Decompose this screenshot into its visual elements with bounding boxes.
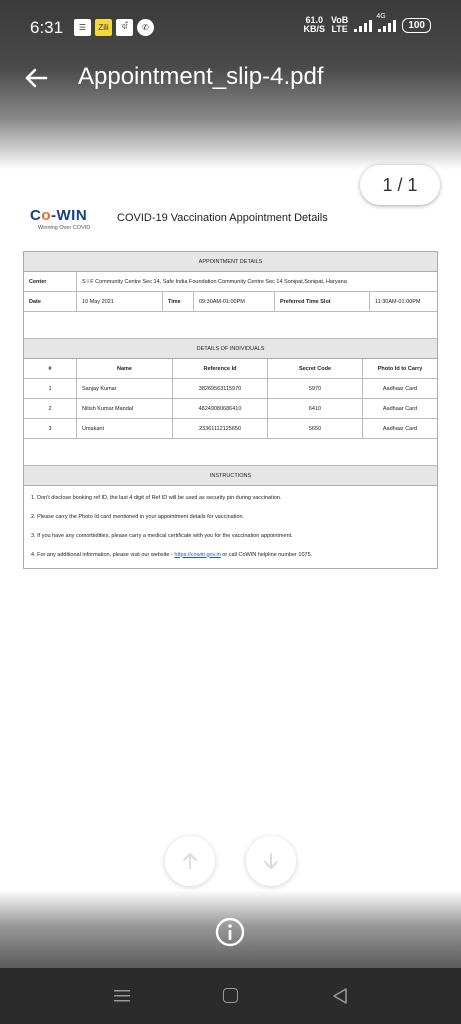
appointment-slip [23,251,438,569]
battery-icon: 100 [402,18,431,33]
row-secret-code: 5650 [268,419,363,438]
row-number: 1 [24,379,77,398]
status-time: 6:31 [30,18,64,37]
individuals-header-row [24,359,437,379]
next-page-button[interactable] [246,836,296,886]
center-label: Center [24,272,77,291]
cowin-logo-word: Co-WIN [30,207,88,224]
status-right [303,12,431,34]
row-photo-id: Aadhaar Card [382,405,418,412]
system-navigation-bar [0,968,461,1024]
cowin-logo [30,207,90,231]
instructions-list [24,486,437,568]
col-photo-id: Photo Id to Carry [377,365,423,372]
cowin-website-link[interactable]: https://cowin.gov.in [174,551,221,558]
back-arrow-icon[interactable] [22,64,50,92]
appointment-section-header: APPOINTMENT DETAILS [24,252,437,272]
table-row [24,379,437,399]
center-row [24,272,437,292]
slot-value: 11:30AM-01:00PM [375,298,421,305]
col-name: Name [77,359,173,378]
system-back-icon[interactable] [331,987,349,1005]
cowin-tagline: Winning Over COVID [38,225,91,231]
phone-call-icon: ✆ [137,19,154,36]
spacer-row [24,439,437,466]
date-value: 10 May 2021 [77,292,163,311]
app-notification-icon: Zili [95,19,112,36]
row-photo-id: Aadhaar Card [382,425,418,432]
col-number: # [24,359,77,378]
status-icons-left [74,19,154,36]
date-row [24,292,437,312]
signal-4g-icon [376,12,396,32]
network-speed [303,16,325,34]
network-speed-unit: KB/S [303,24,325,34]
time-label: Time [163,292,194,311]
title-bar [0,56,461,100]
recent-apps-icon[interactable] [114,989,130,1003]
date-label: Date [24,292,77,311]
instruction-item [24,545,437,564]
arrow-up-icon [179,850,201,872]
row-name: Nitish Kumar Mandal [77,399,173,418]
row-number: 3 [24,419,77,438]
volte-bottom: LTE [331,24,348,34]
col-secret-code: Secret Code [268,359,363,378]
slot-label: Preferred Time Slot [275,292,370,311]
home-icon[interactable] [223,988,238,1003]
col-reference: Reference Id [173,359,268,378]
row-photo-id: Aadhaar Card [382,385,418,392]
time-value: 09:30AM-01:00PM [194,292,275,311]
table-row [24,399,437,419]
network-speed-value: 61.0 [305,15,323,25]
instruction-item: 2. Please carry the Photo Id card mentioned in your appointment details for vaccination. [31,513,245,520]
row-number: 2 [24,399,77,418]
instruction-item: 1. Don't disclose booking ref ID, the last 4 digit of Ref ID will be used as security pin during vaccination. [31,494,282,501]
row-reference: 48249080686410 [173,399,268,418]
signal-icon [354,19,372,32]
volte-top: VoB [330,15,349,25]
instruction-item: 3. If you have any comorbidities, please carry a medical certificate with you for the vaccination appointment. [31,532,293,539]
row-name: Sanjay Kumar [77,379,173,398]
message-icon: ☰ [74,19,91,36]
table-row [24,419,437,439]
center-value: S I F Community Centre Sec 14, Safe India Foundation Community Centre Sec 14 Sonipat,Sonipat, Haryana [82,278,347,285]
instructions-section-header: INSTRUCTIONS [24,466,437,486]
status-bar [0,0,461,56]
instruction-4-suffix: or call CoWIN helpline number 1075. [222,551,313,558]
row-secret-code: 5970 [268,379,363,398]
row-reference: 38269563115970 [173,379,268,398]
sim-app-icon: ঝঁ [116,19,133,36]
info-icon[interactable] [214,916,246,948]
document-heading: COVID-19 Vaccination Appointment Details [117,212,328,224]
row-reference: 23361112125650 [173,419,268,438]
individuals-section-header: DETAILS OF INDIVIDUALS [24,339,437,359]
page-indicator: 1 / 1 [360,165,440,205]
row-secret-code: 6410 [268,399,363,418]
volte-indicator [331,16,348,34]
previous-page-button[interactable] [165,836,215,886]
spacer-row [24,312,437,339]
row-name: Umakant [77,419,173,438]
network-type-label: 4G [376,12,386,20]
file-title: Appointment_slip-4.pdf [78,63,324,90]
instruction-4-prefix: 4. For any additional information, please visit our website - [31,551,173,558]
arrow-down-icon [260,850,282,872]
